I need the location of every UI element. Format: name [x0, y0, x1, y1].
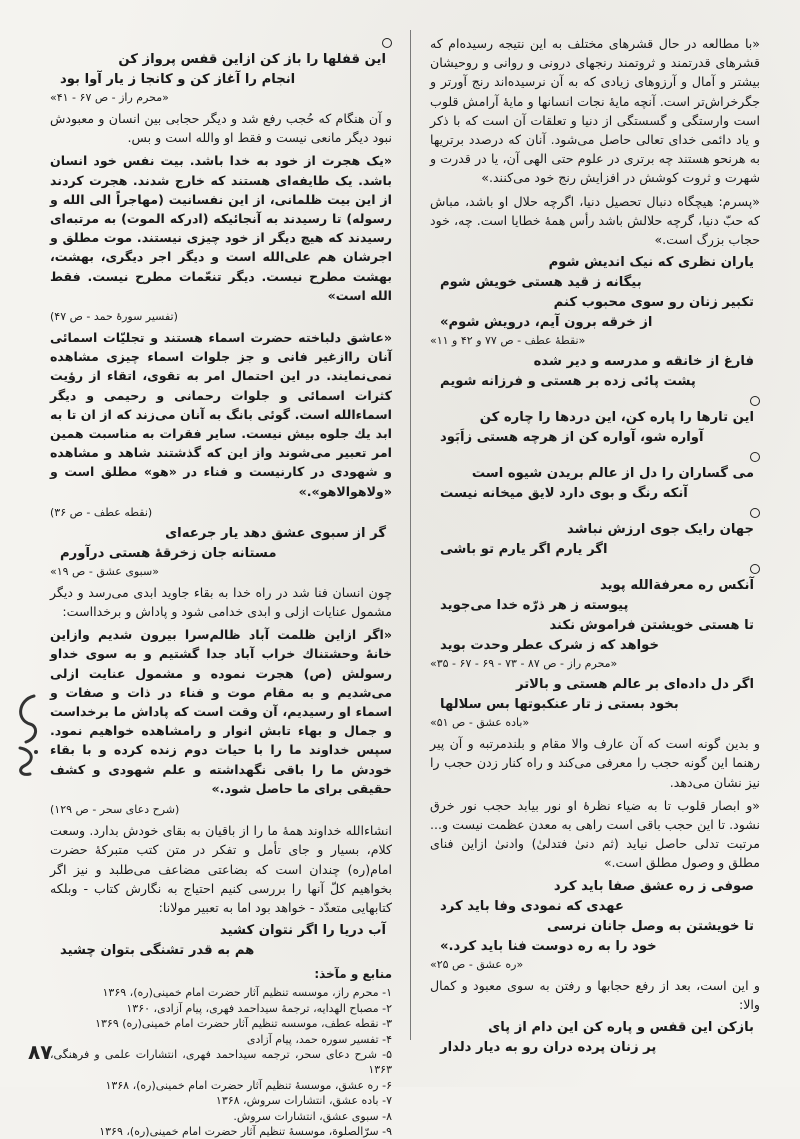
verse-line: پیوسته ز هر ذرّه خدا می‌جوید [440, 598, 629, 614]
citation: «محرم راز - ص ۸۷ - ۷۳ - ۶۹ - ۶۷ - ۳۵» [430, 657, 618, 671]
left-column [50, 34, 392, 1139]
verse-line: تکبیر زنان رو سوی محبوب کنم [553, 295, 754, 311]
citation: «سبوی عشق - ص ۱۹» [50, 564, 159, 578]
verse-line: از خرقه برون آیم، درویش شوم» [440, 315, 653, 331]
verse-line: می گساران را دل از عالم بریدن شیوه است [471, 466, 754, 482]
body-paragraph: چون انسان فنا شد در راه خدا به بقاء جاوید ابدی می‌رسد و دیگر مشمول عنایات ازلی و ابدی خدامی شود و پاداش و برخدااست: [50, 584, 392, 620]
source-item: ۵- شرح دعای سحر، ترجمه سیداحمد فهری، انتشارات علمی و فرهنگی، ۱۳۶۳ [50, 1047, 392, 1077]
circle-bullet-icon [750, 508, 760, 518]
verse-line: بیگانه ز قید هستی خویش شوم [440, 275, 642, 291]
verse-line: بخود بستی ز تار عنکبوتها بس سلالها [440, 697, 679, 713]
verse-line: این قفلها را باز کن ازاین قفس پرواز کن [118, 52, 386, 67]
verse-line: آنکه رنگ و بوی دارد لایق میخانه نیست [440, 486, 688, 502]
verse-line: عهدی که نمودی وفا باید کرد [440, 898, 624, 914]
citation: «نقطهٔ عطف - ص ۷۷ و ۴۲ و ۱۱» [430, 334, 586, 348]
verse-line: انجام را آغاز کن و کانجا ز یار آوا بود [60, 72, 296, 87]
citation: (نقطه عطف - ص ۳۶) [50, 505, 153, 519]
source-item: ۶- ره عشق، موسسهٔ تنظیم آثار حضرت امام خمینی(ره)، ۱۳۶۸ [105, 1078, 392, 1092]
page-number: ۸۷ [28, 1040, 53, 1064]
circle-bullet-icon [750, 564, 760, 574]
source-item: ۸- سبوی عشق، انتشارات سروش. [233, 1109, 392, 1123]
verse-line: بازکن این قفس و پاره کن این دام از پای [488, 1020, 754, 1036]
quote-paragraph: «عاشق دلباخته حضرت اسماء هستند و تجلیّات اسمائی آنان رااز‌غیر فانی و جز جلوات اسماء چیزی مشاهده نمی‌نمایند. در این احتمال امر به تقوی، اتقاء از رؤیت کثرات اسمائی و جلوات رحمانی و رحیمی و دیگر اسماءالله است. گوئی بانگ به آنان می‌زند که از ان تا به ابد یك جلوه بیش نیست. سایر فقرات به مناسبت همین امر تعبیر می‌شوند واز این که گذشتند شاهد و مشاهده و شهودی در کارنیست و فناء در «هو» مطلق است و «ولاهوالاهو».» [50, 330, 392, 499]
verse-line: خواهد که ز شرک عطر وحدت بوید [440, 638, 659, 654]
verse-line: آنکس ره معرفة‌الله پوید [599, 578, 754, 594]
source-item: ۹- سرّالصلوة، موسسهٔ تنظیم آثار حضرت امام خمینی(ره)، ۱۳۶۹ [99, 1124, 392, 1138]
circle-bullet-icon [750, 452, 760, 462]
verse-line: آب دریا را اگر نتوان کشید [220, 923, 386, 939]
body-paragraph: و این است، بعد از رفع حجابها و رفتن به سوی معبود و کمال والا: [430, 977, 760, 1012]
citation: «باده عشق - ص ۵۱» [430, 716, 530, 730]
verse-line: مستانه جان زخرقهٔ هستی درآورم [60, 545, 277, 561]
source-item: ۴- تفسیر سوره حمد، پیام آزادی [246, 1032, 392, 1046]
body-paragraph: «پسرم: هیچگاه دنبال تحصیل دنیا، اگرچه حلال او باشد، مباش که حبّ دنیا، گرچه حلالش باشد رأس همهٔ خطایا است. چه، خود حجاب بزرگ است.» [430, 193, 760, 248]
source-item: ۱- محرم راز، موسسه تنظیم آثار حضرت امام خمینی(ره)، ۱۳۶۹ [102, 986, 392, 1000]
citation: (شرح دعای سحر - ص ۱۲۹) [50, 803, 180, 817]
citation: «ره عشق - ص ۲۵» [430, 957, 524, 971]
citation: «محرم راز - ص ۶۷ - ۴۱» [50, 91, 169, 104]
quote-paragraph: «اگر ازاین ظلمت آباد ظالم‌سرا بیرون شدیم وازاین خانهٔ وحشتناك خراب آباد جدا گشتیم و به سوی خداو رسولش (ص) هجرت نموده و مشمول عنایت ازلی می‌شدیم و به مقام موت و فناء در ذات و صفات و اسماء او رسیدیم، آن وقت است که پاداش ما برخداست و جمال و بهاء تابش انوار و رامشاهده خواهیم نمود. سپس خداوند ما را با حیات دوم زنده کرده و با بقاء خودش ما را باقی نگهداشته و علم شهودی و کشف حقیقی برای ما حاصل شود.» [50, 627, 392, 796]
left-column-body [50, 38, 392, 961]
verse-line: صوفی ز ره عشق صفا باید کرد [553, 878, 754, 894]
verse-line: پر زنان پرده دران رو به دیار دلدار [440, 1040, 657, 1056]
body-paragraph: «و ابصار قلوب تا به ضیاء نظرهٔ او نور بیابد حجب نور خرق نشود. تا این حجب باقی است راهی به معدن عظمت نیست و... مرتبت تدلی حاصل نیاید (ثم دنیٰ فتدلیٰ) وادنیٰ ازاین فنای مطلق و وصول مطلق است.» [430, 797, 760, 871]
verse-line: گر از سبوی عشق دهد یار جرعه‌ای [165, 525, 386, 541]
verse-line: تا هستی خویشتن فراموش نکند [549, 618, 754, 634]
quote-paragraph: «یک هجرت از خود به خدا باشد. بیت نفس خود انسان باشد. یک طایفه‌ای هستند که خارج شدند. هجرت کردند از این بیت ظلمانی، از این نفسانیت (مهاجراً الی الله و رسوله) تا رسیدند به آنجائیکه (ادرکه الموت) به مرتبه‌ای رسیدند که هیچ دیگر از خود چیزی نیستند. موت مطلق و اجرشان هم علی‌الله است و دیگر اجر دیگری، بهشت، بهشت مطرح نیست. دیگر تنعّمات مطرح نیست. فقط الله است» [50, 153, 392, 303]
body-paragraph: و آن هنگام که حُجب رفع شد و دیگر حجابی بین انسان و معبودش نبود دیگر مانعی نیست و فقط او والله است و بس. [50, 111, 392, 146]
source-item: ۲- مصباح الهدایه، ترجمهٔ سیداحمد فهری، پیام آزادی، ۱۳۶۰ [126, 1001, 392, 1015]
verse-line: اگر یارم اگر یارم تو باشی [440, 542, 608, 558]
verse-line: فارغ از خانقه و مدرسه و دیر شده [533, 354, 754, 370]
verse-line: این تارها را پاره کن، این دردها را چاره کن [479, 410, 754, 426]
sources-title: منابع و مآخذ: [314, 967, 392, 982]
verse-line: اگر دل داده‌ای بر عالم هستی و بالاتر [516, 677, 754, 693]
verse-line: آواره شو، آواره کن از هرچه هستی زاَبَود [440, 430, 704, 446]
verse-line: تا خویشتن به وصل جانان نرسی [547, 918, 754, 934]
verse-line: پشت پائی زده بر هستی و فرزانه شویم [440, 374, 696, 390]
circle-bullet-icon [382, 38, 392, 48]
column-divider [410, 30, 411, 1040]
body-paragraph: انشاءالله خداوند همهٔ ما را از باقیان به بقای خودش بدارد. وسعت کلام، بسیار و جای تأمل و تفکر در متن کتب متبرکهٔ حضرت امام(ره) چندان است که بضاعتی مضاعف می‌طلبد و نیز اگر بخواهیم کلّ آنها را بررسی کنیم احتیاج به نگارش کتاب - وبلکه کتابهایی متعدّد - خواهد بود اما به تعبیر مولانا: [50, 823, 392, 915]
kerman-logo [8, 690, 44, 780]
source-item: ۷- باده عشق، انتشارات سروش، ۱۳۶۸ [215, 1094, 392, 1108]
body-paragraph: «با مطالعه در حال قشرهای مختلف به این نتیجه رسیده‌ام که قشرهای قدرتمند و ثروتمند رنجهای درونی و روانی و روحیشان بیشتر و آمال و آرزوهای زیادی که به آن نرسیده‌اند رنج آورتر و جگرخراش‌تر است. آنچه مایهٔ نجات انسانها و مایهٔ آرامش قلوب است وارستگی و گسستگی از دنیا و تعلقات آن است که با ذکر و یاد دائمی خدای تعالی حاصل می‌شود. آنان که درصدد برتریها به هرنحو هستند چه برتری در علوم حتی الهی آن، یا در قدرت و شهرت و ثروت کوشش در افزایش رنج خود می‌کنند.» [430, 36, 760, 186]
body-paragraph: و بدین گونه است که آن عارف والا مقام و بلندمرتبه و آن پیر رهنما این گونه حجب را معرفی می‌کند و راه کنار زدن حجب را نیز نشان می‌دهد. [430, 736, 760, 790]
verse-line: هم به قدر تشنگی بتوان چشید [60, 943, 255, 959]
source-item: ۳- نقطه عطف، موسسه تنظیم آثار حضرت امام خمینی(ره) ۱۳۶۹ [95, 1017, 392, 1031]
right-column [430, 34, 760, 1058]
verse-line: جهان رایک جوی ارزش نباشد [567, 522, 754, 538]
verse-line: خود را به ره دوست فنا باید کرد.» [440, 938, 657, 954]
citation: (تفسیر سورهٔ حمد - ص ۴۷) [50, 310, 178, 324]
verse-line: یاران نظری که نیک اندیش شوم [548, 255, 754, 271]
circle-bullet-icon [750, 396, 760, 406]
sources-list [50, 985, 392, 1139]
